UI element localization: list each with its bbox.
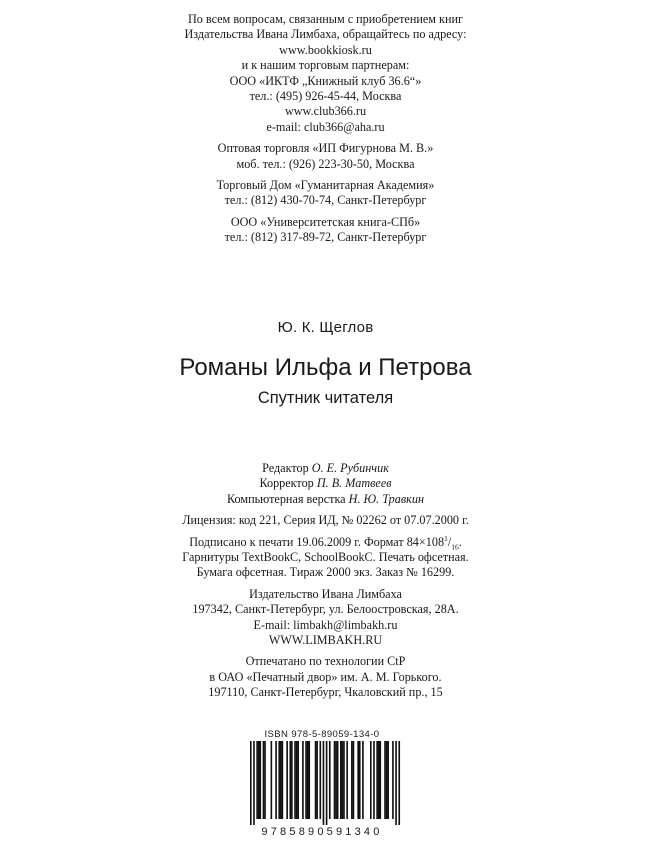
barcode-bar <box>353 741 355 819</box>
barcode-bar <box>271 741 273 819</box>
printer-address: 197110, Санкт-Петербург, Чкаловский пр., 15 <box>208 685 443 700</box>
printer-line: в ОАО «Печатный двор» им. А. М. Горького. <box>209 669 442 684</box>
barcode-bar <box>335 741 337 819</box>
isbn-text: ISBN 978-5-89059-134-0 <box>264 729 380 740</box>
barcode-bar <box>342 741 344 819</box>
publisher-address: 197342, Санкт-Петербург, ул. Белоостровская, 28А. <box>192 602 459 617</box>
barcode-bar <box>373 741 375 819</box>
print-line-1 <box>0 535 651 550</box>
contact-url: www.club366.ru <box>284 104 367 119</box>
imprint-block <box>0 461 651 701</box>
barcode-bar <box>256 741 258 819</box>
barcode-digits: 9785890591340 <box>261 826 383 838</box>
barcode-bar <box>289 741 291 819</box>
barcode-bar <box>378 741 380 819</box>
barcode-bar <box>379 741 381 819</box>
contact-phone: тел.: (812) 317-89-72, Санкт-Петербург <box>224 230 427 245</box>
barcode-bar <box>291 741 293 819</box>
contact-line: Торговый Дом «Гуманитарная Академия» <box>216 178 435 193</box>
corrector-name: П. В. Матвеев <box>316 476 392 491</box>
barcode-bar <box>278 741 280 819</box>
print-line-2: Гарнитуры TextBookC, SchoolBookC. Печать офсетная. <box>182 550 469 565</box>
barcode-bar <box>250 741 252 825</box>
book-title: Романы Ильфа и Петрова <box>179 354 472 381</box>
barcode-bar <box>253 741 255 825</box>
barcode-bar <box>329 741 331 819</box>
format-end: . <box>458 534 462 549</box>
layout-label: Компьютерная верстка <box>226 491 349 506</box>
format-denominator: 16 <box>451 542 459 552</box>
barcode-bar <box>340 741 342 819</box>
barcode-bar <box>286 741 288 819</box>
barcode-bar <box>334 741 336 819</box>
format-numerator: 1 <box>444 533 448 543</box>
print-line-1-text: Подписано к печати 19.06.2009 г. Формат 84×108 <box>189 534 445 549</box>
barcode-bar <box>259 741 261 819</box>
barcode-bar <box>326 741 328 825</box>
editor-line <box>0 461 651 476</box>
barcode-bar <box>258 741 260 819</box>
barcode-bar <box>316 741 318 819</box>
barcode-bar <box>315 741 317 819</box>
barcode-bar <box>294 741 296 819</box>
barcode-bar <box>370 741 372 819</box>
publisher-name: Издательство Ивана Лимбаха <box>249 586 402 601</box>
title-block <box>0 318 651 409</box>
corrector-label: Корректор <box>259 476 317 491</box>
barcode-bar <box>357 741 359 819</box>
contact-phone: моб. тел.: (926) 223-30-50, Москва <box>236 156 415 171</box>
book-author: Ю. К. Щеглов <box>277 319 374 336</box>
barcode <box>242 729 402 839</box>
barcode-bar <box>376 741 378 819</box>
barcode-bar <box>337 741 339 819</box>
contact-phone: тел.: (812) 430-70-74, Санкт-Петербург <box>224 193 427 208</box>
print-line-3: Бумага офсетная. Тираж 2000 экз. Заказ № 16299. <box>196 565 455 580</box>
barcode-bar <box>392 741 394 819</box>
editor-label: Редактор <box>262 461 312 475</box>
barcode-bar <box>395 741 397 825</box>
barcode-bar <box>346 741 348 819</box>
corrector-line <box>0 476 651 491</box>
barcode-bar <box>351 741 353 819</box>
book-subtitle: Спутник читателя <box>257 389 394 407</box>
printer-line: Отпечатано по технологии CtP <box>245 654 406 669</box>
contact-line: ООО «ИКТФ „Книжный клуб 36.6“» <box>229 73 422 88</box>
barcode-bar <box>386 741 388 819</box>
contacts-block <box>0 12 651 246</box>
barcode-bar <box>384 741 386 819</box>
barcode-bar <box>275 741 277 819</box>
layout-line <box>0 492 651 507</box>
barcode-bar <box>387 741 389 819</box>
contact-line: Издательства Ивана Лимбаха, обращайтесь по адресу: <box>184 27 467 42</box>
publisher-email: E-mail: limbakh@limbakh.ru <box>253 617 398 632</box>
barcode-bar <box>296 741 298 819</box>
barcode-bar <box>308 741 310 819</box>
barcode-bar <box>264 741 266 819</box>
format-slash: / <box>447 534 452 549</box>
layout-name: Н. Ю. Травкин <box>348 491 425 506</box>
barcode-bar <box>323 741 325 825</box>
contact-phone: тел.: (495) 926-45-44, Москва <box>249 89 402 104</box>
contact-email: e-mail: club366@aha.ru <box>266 119 385 134</box>
barcode-bars <box>242 741 402 825</box>
contact-line: и к нашим торговым партнерам: <box>241 58 410 73</box>
barcode-bar <box>280 741 282 819</box>
contact-line: По всем вопросам, связанным с приобретением книг <box>187 12 464 26</box>
contact-line: ООО «Университетская книга-СПб» <box>230 214 421 229</box>
contact-url: www.bookkiosk.ru <box>279 42 372 57</box>
barcode-bar <box>297 741 299 819</box>
barcode-bar <box>305 741 307 819</box>
barcode-bar <box>359 741 361 819</box>
barcode-bar <box>263 741 265 819</box>
barcode-bar <box>307 741 309 819</box>
publisher-website: WWW.LIMBAKH.RU <box>268 633 383 648</box>
editor-name: О. Е. Рубинчик <box>311 461 389 475</box>
contact-line: Оптовая торговля «ИП Фигурнова М. В.» <box>217 141 434 156</box>
license-line: Лицензия: код 221, Серия ИД, № 02262 от 07.07.2000 г. <box>182 513 469 528</box>
barcode-bar <box>362 741 364 819</box>
barcode-bar <box>319 741 321 819</box>
barcode-bar <box>398 741 400 825</box>
barcode-bar <box>302 741 304 819</box>
barcode-bar <box>282 741 284 819</box>
barcode-bar <box>343 741 345 819</box>
